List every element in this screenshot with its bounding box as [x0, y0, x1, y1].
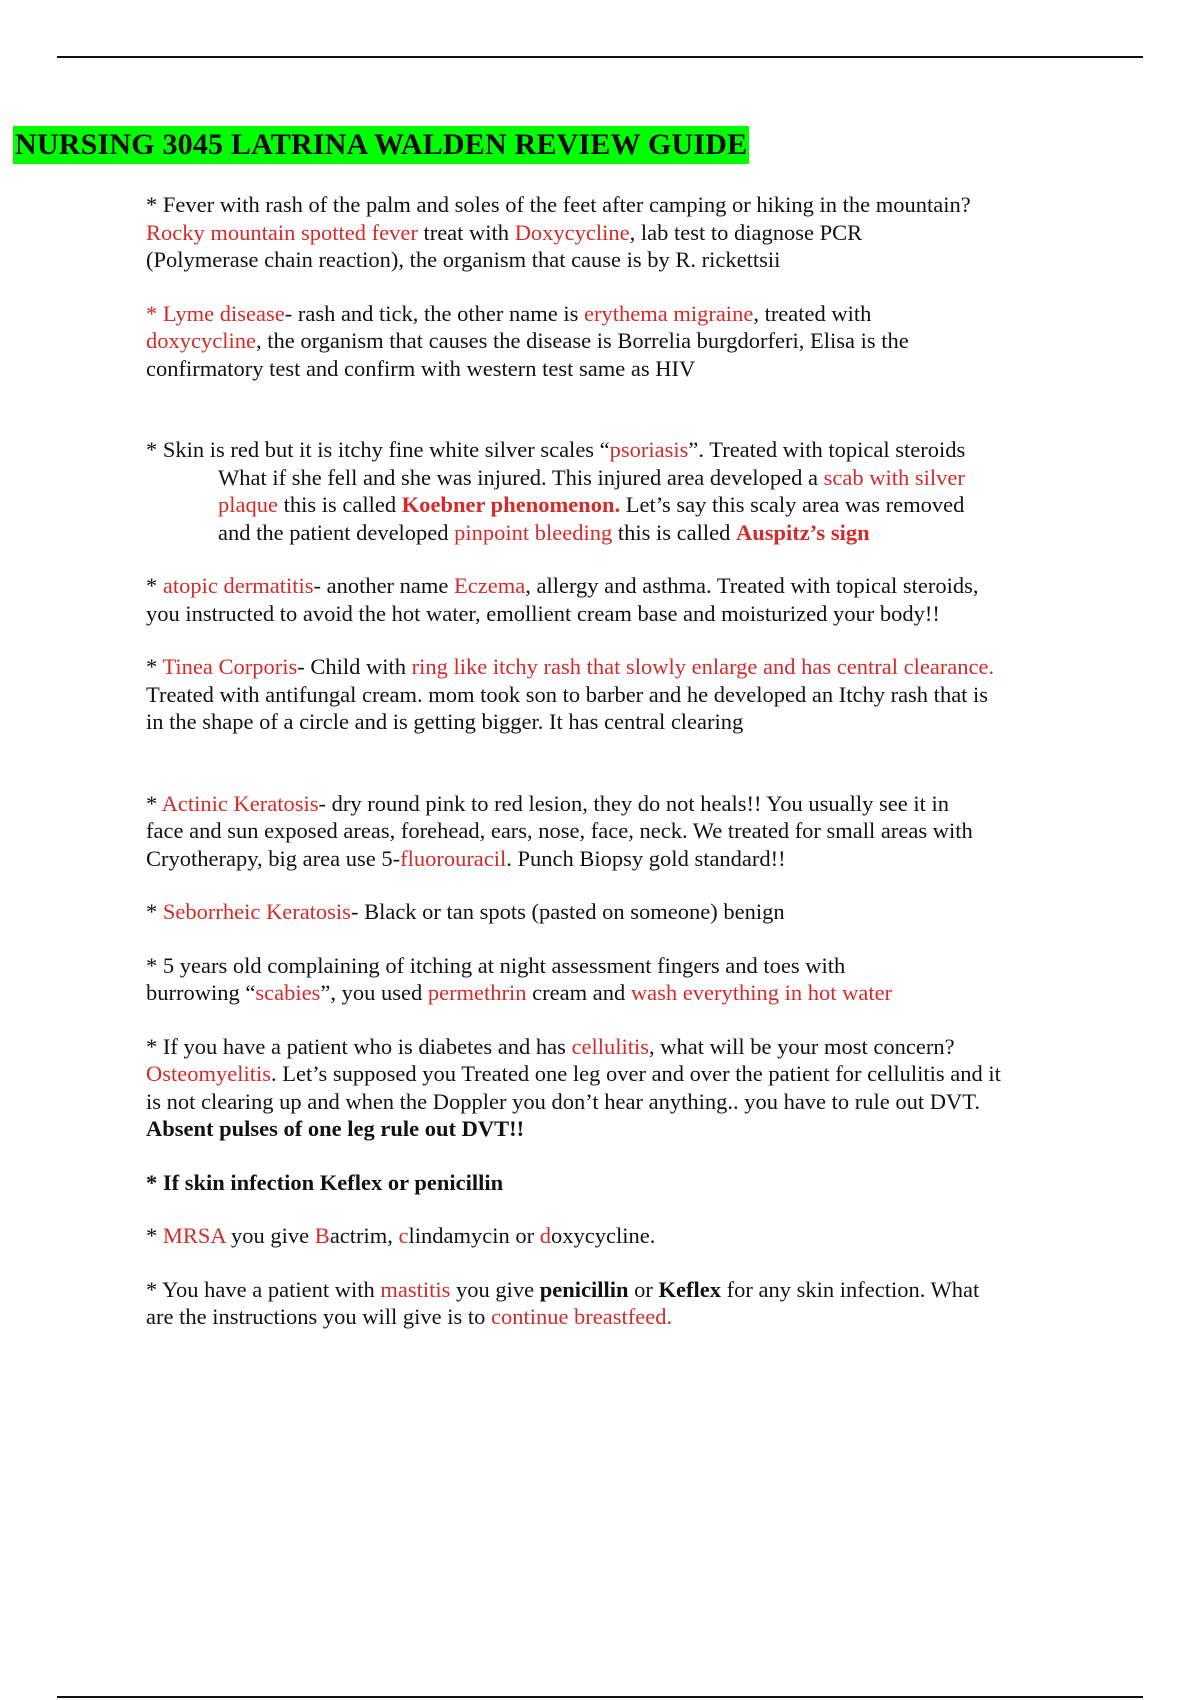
text-segment: and the patient developed — [218, 519, 455, 545]
highlighted-term: Rocky mountain spotted fever — [146, 219, 418, 245]
note-line — [146, 1115, 1076, 1143]
text-segment: * If you have a patient who is diabetes and has — [146, 1033, 572, 1059]
note-paragraph — [146, 1033, 1076, 1143]
text-segment: , treated with — [753, 300, 872, 326]
text-segment: * — [146, 899, 163, 924]
text-segment: - rash and tick, the other name is — [284, 300, 584, 326]
text-segment: lindamycin or — [408, 1223, 540, 1248]
note-line — [146, 1060, 1076, 1088]
highlighted-term: Auspitz’s sign — [736, 519, 870, 545]
note-paragraph — [146, 1276, 1076, 1331]
note-paragraph — [146, 952, 1076, 1007]
text-segment: this is called — [277, 492, 402, 517]
text-segment: * — [146, 1223, 163, 1248]
text-segment: * Skin is red but it is itchy fine white silver scales “ — [146, 437, 610, 462]
highlighted-term: Eczema — [454, 573, 526, 598]
text-segment: - another name — [313, 573, 455, 598]
note-line — [146, 898, 1076, 926]
note-paragraph — [146, 436, 1076, 546]
text-segment: ”, you used — [320, 980, 428, 1005]
text-segment: cream and — [526, 980, 631, 1005]
text-segment: , allergy and asthma. Treated with topical steroids, — [525, 573, 979, 598]
note-line — [146, 1303, 1076, 1331]
note-line — [146, 436, 1076, 464]
text-segment: * Fever with rash of the palm and soles of the feet after camping or hiking in the mountain? — [146, 192, 971, 217]
note-line — [146, 1088, 1076, 1116]
note-line — [146, 1169, 1076, 1197]
text-segment: actrim, — [329, 1223, 399, 1248]
note-line — [146, 790, 1076, 818]
bottom-rule — [57, 1696, 1143, 1698]
text-segment: burrowing “ — [146, 980, 256, 1005]
text-segment: is not clearing up and when the Doppler you don’t hear anything.. you have to rule out DVT. — [146, 1088, 980, 1114]
text-segment: for any skin infection. What — [721, 1276, 980, 1302]
text-segment: * — [146, 790, 162, 816]
highlighted-term: MRSA — [162, 1223, 226, 1248]
note-line — [146, 572, 1076, 600]
highlighted-term: d — [539, 1223, 552, 1248]
text-segment: you give — [450, 1276, 540, 1302]
highlighted-term: plaque — [218, 492, 278, 517]
highlighted-term: atopic dermatitis — [162, 573, 314, 598]
text-segment: . Let’s supposed you Treated one leg over and over the patient for cellulitis and it — [271, 1061, 1001, 1086]
note-line — [146, 519, 1076, 547]
note-line — [146, 952, 1076, 980]
note-line — [146, 681, 1076, 709]
note-line — [146, 246, 1076, 274]
text-segment: - dry round pink to red lesion, they do not heals!! You usually see it in — [318, 790, 950, 816]
note-line — [146, 219, 1076, 247]
bold-text: penicillin — [539, 1276, 629, 1302]
text-segment: treat with — [417, 219, 515, 245]
highlighted-term: doxycycline — [146, 328, 256, 353]
note-line — [146, 1222, 1076, 1250]
text-segment: , what will be your most concern? — [649, 1033, 955, 1059]
note-line — [146, 600, 1076, 628]
text-segment: * — [146, 654, 163, 679]
text-segment: ”. Treated with topical steroids — [688, 437, 966, 462]
note-paragraph — [146, 653, 1076, 736]
text-segment: face and sun exposed areas, forehead, ears, nose, face, neck. We treated for small areas with — [146, 818, 973, 843]
note-line — [146, 653, 1076, 681]
note-line — [146, 845, 1076, 873]
highlighted-term: B — [314, 1223, 330, 1248]
text-segment: Let’s say this scaly area was removed — [620, 492, 965, 517]
highlighted-term: c — [398, 1223, 409, 1248]
note-line — [146, 979, 1076, 1007]
highlighted-term: wash everything in hot water — [630, 980, 893, 1005]
document-title: NURSING 3045 LATRINA WALDEN REVIEW GUIDE — [13, 126, 749, 164]
note-paragraph — [146, 1169, 1076, 1197]
highlighted-term: scab with silver — [823, 464, 965, 490]
note-line — [146, 817, 1076, 845]
highlighted-term: ring like itchy rash that slowly enlarge and has central clearance. — [411, 654, 995, 679]
highlighted-term: continue breastfeed. — [490, 1304, 673, 1329]
text-segment: What if she fell and she was injured. This injured area developed a — [218, 464, 824, 490]
note-paragraph — [146, 300, 1076, 383]
highlighted-term: mastitis — [380, 1276, 451, 1302]
title-block — [13, 126, 749, 164]
text-segment: . Punch Biopsy gold standard!! — [506, 845, 786, 871]
highlighted-term: Tinea Corporis — [162, 654, 298, 679]
text-segment: confirmatory test and confirm with western test same as HIV — [146, 355, 696, 381]
highlighted-term: Osteomyelitis — [146, 1061, 271, 1086]
note-paragraph — [146, 191, 1076, 274]
text-segment: - Child with — [297, 654, 412, 679]
note-line — [146, 300, 1076, 328]
text-segment: you instructed to avoid the hot water, emollient cream base and moisturized your body!! — [146, 600, 940, 626]
text-segment: in the shape of a circle and is getting bigger. It has central clearing — [146, 709, 744, 734]
highlighted-term: erythema migraine — [584, 300, 754, 326]
text-segment: are the instructions you will give is to — [146, 1304, 491, 1329]
text-segment: - Black or tan spots (pasted on someone) benign — [350, 899, 785, 924]
note-line — [146, 708, 1076, 736]
highlighted-term: Doxycycline — [514, 219, 630, 245]
text-segment: , the organism that causes the disease is Borrelia burgdorferi, Elisa is the — [255, 328, 909, 353]
review-notes — [146, 191, 1076, 1331]
note-paragraph — [146, 1222, 1076, 1250]
note-line — [146, 191, 1076, 219]
highlighted-term: Actinic Keratosis — [161, 790, 319, 816]
text-segment: this is called — [612, 519, 737, 545]
note-paragraph — [146, 898, 1076, 926]
text-segment: you give — [225, 1223, 315, 1248]
text-segment: or — [628, 1276, 659, 1302]
note-line — [146, 327, 1076, 355]
highlighted-term: pinpoint bleeding — [454, 519, 613, 545]
text-segment: Treated with antifungal cream. mom took son to barber and he developed an Itchy rash that is — [146, 681, 989, 707]
highlighted-term: psoriasis — [609, 437, 689, 462]
note-line — [146, 355, 1076, 383]
text-segment: * 5 years old complaining of itching at night assessment fingers and toes with — [146, 952, 846, 978]
text-segment: oxycycline. — [551, 1223, 656, 1248]
highlighted-term: permethrin — [427, 980, 527, 1005]
highlighted-term: cellulitis — [571, 1033, 650, 1059]
text-segment: (Polymerase chain reaction), the organism that cause is by R. rickettsii — [146, 247, 781, 272]
note-line — [146, 1276, 1076, 1304]
text-segment: * You have a patient with — [146, 1276, 381, 1302]
note-line — [146, 1033, 1076, 1061]
highlighted-term: * Lyme disease — [146, 300, 285, 326]
top-rule — [57, 56, 1143, 58]
highlighted-term: Koebner phenomenon. — [401, 492, 621, 517]
note-paragraph — [146, 790, 1076, 873]
note-paragraph — [146, 572, 1076, 627]
bold-text: * If skin infection Keflex or penicillin — [146, 1169, 504, 1195]
note-line — [146, 491, 1076, 519]
highlighted-term: scabies — [255, 980, 321, 1005]
note-line — [146, 464, 1076, 492]
bold-text: Keflex — [658, 1276, 721, 1302]
bold-text: Absent pulses of one leg rule out DVT!! — [146, 1116, 525, 1141]
highlighted-term: fluorouracil — [400, 845, 507, 871]
highlighted-term: Seborrheic Keratosis — [162, 899, 351, 924]
text-segment: Cryotherapy, big area use 5- — [146, 845, 401, 871]
text-segment: , lab test to diagnose PCR — [629, 219, 863, 245]
text-segment: * — [146, 573, 163, 598]
